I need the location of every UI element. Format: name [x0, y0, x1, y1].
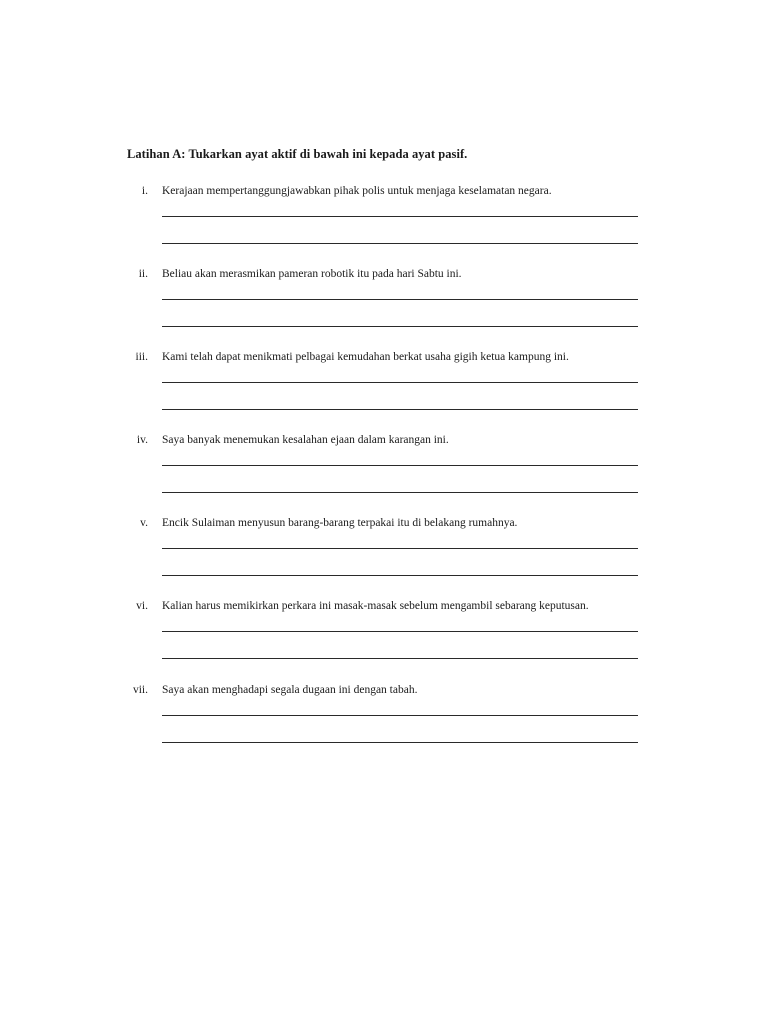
answer-line[interactable] — [162, 243, 638, 244]
question-item — [0, 434, 768, 514]
answer-line[interactable] — [162, 715, 638, 716]
answer-line[interactable] — [162, 631, 638, 632]
question-sentence: Saya banyak menemukan kesalahan ejaan dalam karangan ini. — [162, 434, 449, 446]
question-sentence: Beliau akan merasmikan pameran robotik itu pada hari Sabtu ini. — [162, 268, 462, 280]
question-number: i. — [141, 185, 148, 197]
question-number: ii. — [138, 268, 148, 280]
question-sentence: Encik Sulaiman menyusun barang-barang terpakai itu di belakang rumahnya. — [162, 517, 518, 529]
question-item — [0, 600, 768, 680]
question-sentence: Kami telah dapat menikmati pelbagai kemudahan berkat usaha gigih ketua kampung ini. — [162, 351, 569, 363]
answer-line[interactable] — [162, 575, 638, 576]
answer-line[interactable] — [162, 492, 638, 493]
answer-line[interactable] — [162, 382, 638, 383]
answer-line[interactable] — [162, 742, 638, 743]
question-item — [0, 517, 768, 597]
answer-line[interactable] — [162, 216, 638, 217]
question-sentence: Saya akan menghadapi segala dugaan ini dengan tabah. — [162, 684, 418, 696]
question-item — [0, 351, 768, 431]
question-sentence: Kerajaan mempertanggungjawabkan pihak polis untuk menjaga keselamatan negara. — [162, 185, 552, 197]
answer-line[interactable] — [162, 658, 638, 659]
question-number: vi. — [136, 600, 148, 612]
question-item — [0, 268, 768, 348]
answer-line[interactable] — [162, 409, 638, 410]
question-number: v. — [140, 517, 148, 529]
answer-line[interactable] — [162, 548, 638, 549]
exercise-heading: Latihan A: Tukarkan ayat aktif di bawah ini kepada ayat pasif. — [127, 147, 468, 161]
answer-line[interactable] — [162, 465, 638, 466]
question-number: vii. — [132, 684, 148, 696]
answer-line[interactable] — [162, 299, 638, 300]
question-sentence: Kalian harus memikirkan perkara ini masak-masak sebelum mengambil sebarang keputusan. — [162, 600, 589, 612]
question-number: iv. — [136, 434, 148, 446]
answer-line[interactable] — [162, 326, 638, 327]
question-number: iii. — [135, 351, 148, 363]
question-item — [0, 684, 768, 764]
question-item — [0, 185, 768, 265]
